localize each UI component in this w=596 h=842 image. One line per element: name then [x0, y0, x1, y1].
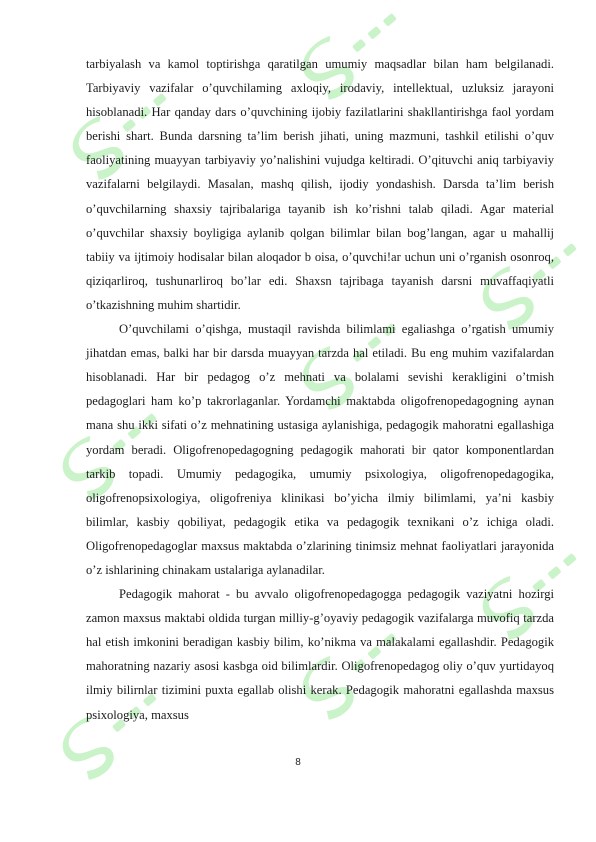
paragraph-2: O’quvchilami o’qishga, mustaqil ravishda bilimlami egaliashga o’rgatish umumiy jihatdan emas, balki har bir darsda muayyan tarzda hal etiladi. Bu eng muhim vazifalardan hisoblanadi. Har bir pedagog o’z mehnati va bolalami sevishi kerakligini o’tmish pedagoglari ham ko’p takrorlaganlar. Yordamchi maktabda oligofrenopedagogning aynan mana shu ikki sifati o’z mehnatining ustasiga aylanishiga, pedagogik mahoratni egallashiga yordam beradi. Oligofrenopedagogning pedagogik mahorati bir qator komponentlardan tarkib topadi. Umumiy pedagogika, umumiy psixologiya, oligofrenopedagogika, oligofrenopsixologiya, oligofreniya klinikasi bo’yicha ilmiy bilimlami, ya’ni kasbiy bilimlar, kasbiy qobiliyat, pedagogik etika va pedagogik texnikani o’z ichiga oladi. Oligofrenopedagoglar maxsus maktabda o’zlarining tinimsiz mehnat faoliyatlari jarayonida o’z ishlarining chinakam ustalariga aylanadilar.	[86, 322, 554, 577]
page-number: 8	[295, 757, 301, 768]
paragraph-1: tarbiyalash va kamol toptirishga qaratilgan umumiy maqsadlar bilan ham belgilanadi. Tarbiyaviy vazifalar o’quvchilaming axloqiy, irodaviy, intellektual, uzluksiz jarayoni hisoblanadi. Har qanday dars o’quvchining ijobiy fazilatlarini shakllantirishga faol yordam berishi shart. Bunda darsning ta’lim berish jihati, uning mazmuni, tashkil etilishi o’quv faoliyatining muayyan tarbiyaviy yo’nalishini vujudga keltiradi. O’qituvchi aniq tarbiyaviy vazifalarni belgilaydi. Masalan, mashq qilish, ijodiy yondashish. Darsda ta’lim berish o’quvchilarning shaxsiy tajribalariga tayanib ish ko’rishni talab qiladi. Agar material o’quvchilar shaxsiy boyligiga aylanib qolgan bilimlar bilan bog’langan, agar u mahallij tabiiy va ijtimoiy hodisalar bilan aloqador b oisa, o’quvchi!ar uchun uni o’rganish osonroq, qiziqarliroq, tushunarliroq bo’lar edi. Shaxsn tajribaga tayanish darsni muvaffaqiyatli o’tkazishning muhim shartidir.	[86, 57, 554, 312]
paragraph-3: Pedagogik mahorat - bu avvalo oligofrenopedagogga pedagogik vaziyatni hozirgi zamon maxsus maktabi oldida turgan milliy-g’oyaviy pedagogik vazifalarga muvofiq tarzda hal etish imkonini beradigan kasbiy bilim, ko’nikma va malakalami egallashdir. Pedagogik mahoratning nazariy asosi kasbga oid bilimlardir. Oligofrenopedagog oliy o’quv yurtidayoq ilmiy bilirnlar tizimini puxta egallab olishi kerak. Pedagogik mahoratni egallashda maxsus psixologiya, maxsus	[86, 587, 554, 722]
body-text	[86, 52, 554, 727]
